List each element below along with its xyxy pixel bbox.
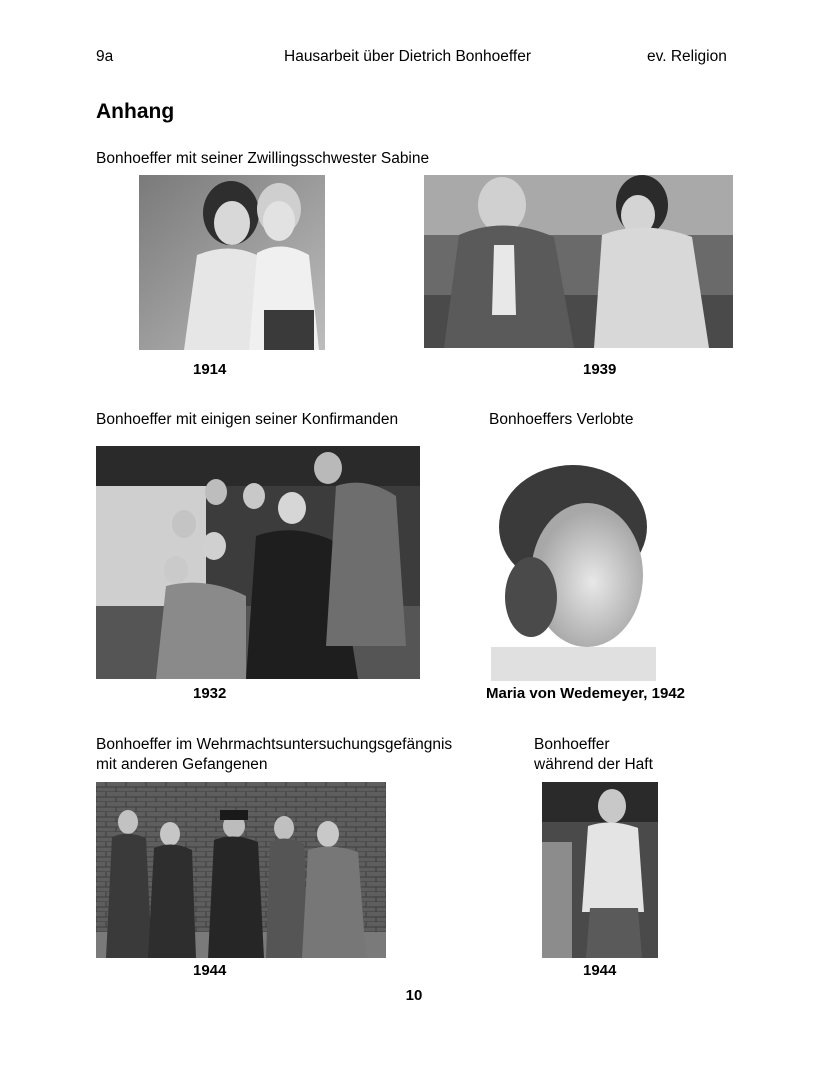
section-title: Anhang [96, 100, 175, 123]
caption-fiancee: Bonhoeffers Verlobte [489, 411, 634, 428]
header-right: ev. Religion [647, 48, 727, 65]
photo-twins-1914 [139, 175, 325, 350]
photo-maria-von-wedemeyer [491, 457, 656, 681]
photo-confirmands [96, 446, 420, 679]
year-confirmands: 1932 [193, 685, 227, 702]
page-number: 10 [405, 987, 423, 1004]
caption-prison-single-line1: Bonhoeffer [534, 736, 610, 753]
caption-prison-single [534, 735, 653, 775]
photo-prison-group [96, 782, 386, 958]
year-twins-1939: 1939 [583, 361, 617, 378]
header-left: 9a [96, 48, 114, 65]
photo-prison-single [542, 782, 658, 958]
label-maria: Maria von Wedemeyer, 1942 [486, 685, 685, 702]
caption-prison-group-line2: mit anderen Gefangenen [96, 756, 268, 773]
caption-prison-group [96, 735, 452, 775]
year-prison-group: 1944 [193, 962, 227, 979]
year-twins-1914: 1914 [193, 361, 227, 378]
year-prison-single: 1944 [583, 962, 617, 979]
caption-confirmands: Bonhoeffer mit einigen seiner Konfirmanden [96, 411, 399, 428]
caption-prison-group-line1: Bonhoeffer im Wehrmachtsuntersuchungsgefängnis [96, 736, 453, 753]
caption-twins: Bonhoeffer mit seiner Zwillingsschwester Sabine [96, 150, 430, 167]
photo-twins-1939 [424, 175, 733, 348]
header-center: Hausarbeit über Dietrich Bonhoeffer [284, 48, 531, 65]
caption-prison-single-line2: während der Haft [534, 756, 653, 773]
